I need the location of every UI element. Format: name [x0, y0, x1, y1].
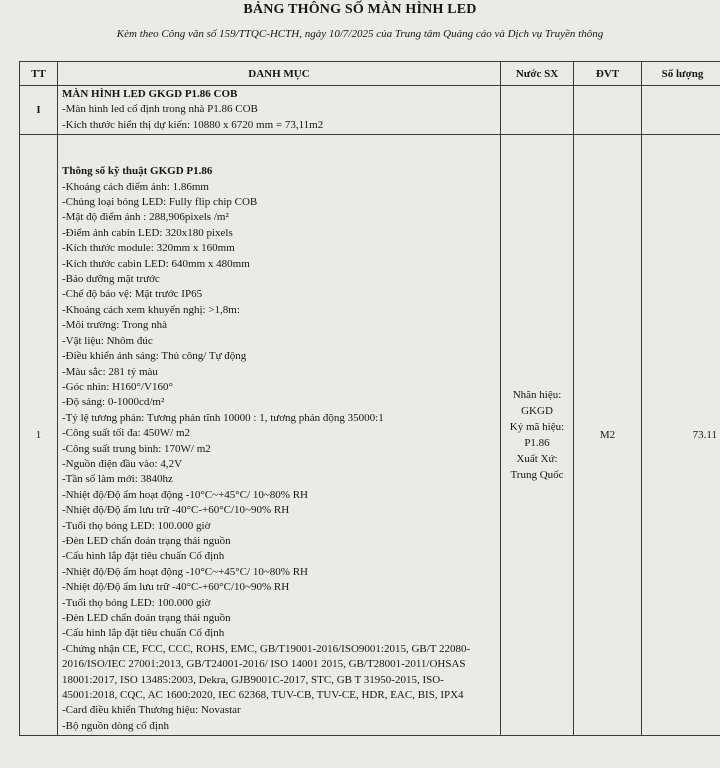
table-header-row: [20, 62, 720, 86]
origin-lines: [502, 387, 572, 483]
spec-lines: [62, 180, 496, 735]
row-number: 1: [20, 135, 58, 736]
spec-line: -Môi trường: Trong nhà: [62, 319, 167, 332]
header-origin: Nước SX: [501, 62, 574, 86]
section-origin-cell: [501, 86, 574, 135]
spec-line: -Nhiệt độ/Độ ẩm hoạt động -10°C~+45°C/ 10~80% RH: [62, 488, 308, 501]
origin-line: P1.86: [524, 437, 550, 450]
spec-line: -Card điều khiển Thương hiệu: Novastar: [62, 704, 241, 717]
header-item: DANH MỤC: [58, 62, 501, 86]
spec-line: -Đèn LED chẩn đoán trạng thái nguồn: [62, 534, 231, 547]
spec-line: -Khoảng cách xem khuyến nghị: >1,8m:: [62, 303, 240, 316]
header-unit: ĐVT: [574, 62, 642, 86]
spec-line: -Đèn LED chẩn đoán trạng thái nguồn: [62, 612, 231, 624]
spec-line: -Bảo dưỡng mặt trước: [62, 273, 160, 286]
row-origin: [501, 135, 574, 736]
header-tt: TT: [20, 62, 58, 86]
spec-line: -Nguồn điện đầu vào: 4,2V: [62, 457, 183, 470]
spec-line: -Tỷ lệ tương phản: Tương phản tĩnh 10000 : 1, tương phản động 35000:1: [62, 411, 384, 424]
origin-line: Trung Quốc: [510, 469, 564, 482]
spec-table: [19, 61, 720, 736]
spec-line: -Cấu hình lắp đặt tiêu chuẩn Cố định: [62, 627, 225, 640]
spec-line: -Độ sáng: 0-1000cd/m²: [62, 396, 165, 409]
spec-line: -Tuổi thọ bóng LED: 100.000 giờ: [62, 596, 211, 609]
row-unit: M2: [574, 135, 642, 736]
spec-line: -Nhiệt độ/Độ ẩm lưu trữ -40°C-+60°C/10~90% RH: [62, 504, 290, 517]
spec-line: -Góc nhìn: H160°/V160°: [62, 380, 173, 393]
section-lines: [62, 102, 496, 133]
spec-line: -Tần số làm mới: 3840hz: [62, 473, 173, 486]
spec-line: -Màu sắc: 281 tỷ màu: [62, 365, 158, 378]
spec-line: -Chứng nhận CE, FCC, CCC, ROHS, EMC, GB/T19001-2016/ISO9001:2015, GB/T 22080-2016/ISO/IEC 27001:2013, GB/T24001-2016/ ISO 14001 2015, GB/T28001-2011/OHSAS 18001:2017, ISO 13485:2003, Dekra, GJB9001C-2017, STC, GB T 31950-2015, ISO-45001:2018, CQC, AC 1600:2020, IEC 62368, TUV-CB, TUV-CE, HDR, EAC, BIS, IPX4: [62, 642, 471, 702]
document-title: BẢNG THÔNG SỐ MÀN HÌNH LED: [243, 2, 477, 17]
spec-line: -Công suất trung bình: 170W/ m2: [62, 442, 211, 455]
spec-line: -Điểm ảnh cabin LED: 320x180 pixels: [62, 226, 233, 239]
spec-line: -Vật liệu: Nhôm đúc: [62, 334, 153, 347]
origin-line: Xuất Xứ:: [516, 453, 558, 466]
spec-line: -Chủng loại bóng LED: Fully flip chip COB: [62, 196, 258, 209]
spec-line: -Khoảng cách điểm ảnh: 1.86mm: [62, 180, 209, 193]
header-qty: Số lượng: [642, 62, 720, 86]
spec-line: -Nhiệt độ/Độ ẩm lưu trữ -40°C-+60°C/10~90% RH: [62, 581, 290, 594]
origin-line: GKGD: [521, 405, 553, 418]
spec-line: -Mật độ điểm ảnh : 288,906pixels /m²: [62, 211, 229, 224]
spec-line: -Kích thước module: 320mm x 160mm: [62, 242, 235, 255]
table-row: [20, 135, 720, 736]
stamp-fragment: [710, 478, 720, 498]
row-quantity: 73.11: [642, 135, 720, 736]
section-row: [20, 86, 720, 135]
section-qty-cell: [642, 86, 720, 135]
spec-line: -Điều khiển ánh sáng: Thủ công/ Tự động: [62, 350, 247, 363]
section-description: [58, 86, 501, 135]
section-title: MÀN HÌNH LED GKGD P1.86 COB: [62, 88, 238, 100]
section-line: -Màn hình led cố định trong nhà P1.86 COB: [62, 103, 258, 116]
spec-line: -Nhiệt độ/Độ ẩm hoạt động -10°C~+45°C/ 10~80% RH: [62, 565, 308, 578]
spec-line: -Tuổi thọ bóng LED: 100.000 giờ: [62, 519, 211, 532]
origin-line: Ký mã hiệu:: [509, 421, 565, 434]
spec-line: -Chế độ bảo vệ: Mặt trước IP65: [62, 288, 203, 301]
section-unit-cell: [574, 86, 642, 135]
row-specifications: [58, 135, 501, 736]
spec-line: -Công suất tối đa: 450W/ m2: [62, 427, 191, 440]
section-line: -Kích thước hiển thị dự kiến: 10880 x 6720 mm = 73,11m2: [62, 118, 324, 131]
section-number: I: [20, 86, 58, 135]
spec-line: -Bộ nguồn dòng cố định: [62, 719, 169, 732]
spec-title: Thông số kỹ thuật GKGD P1.86: [62, 165, 213, 178]
spec-line: -Kích thước cabin LED: 640mm x 480mm: [62, 257, 250, 270]
origin-line: Nhãn hiệu:: [512, 389, 562, 402]
spec-line: -Cấu hình lắp đặt tiêu chuẩn Cố định: [62, 550, 225, 563]
document-subtitle: Kèm theo Công văn số 159/TTQC-HCTH, ngày 10/7/2025 của Trung tâm Quảng cáo và Dịch vụ Truyền thông: [116, 28, 604, 40]
